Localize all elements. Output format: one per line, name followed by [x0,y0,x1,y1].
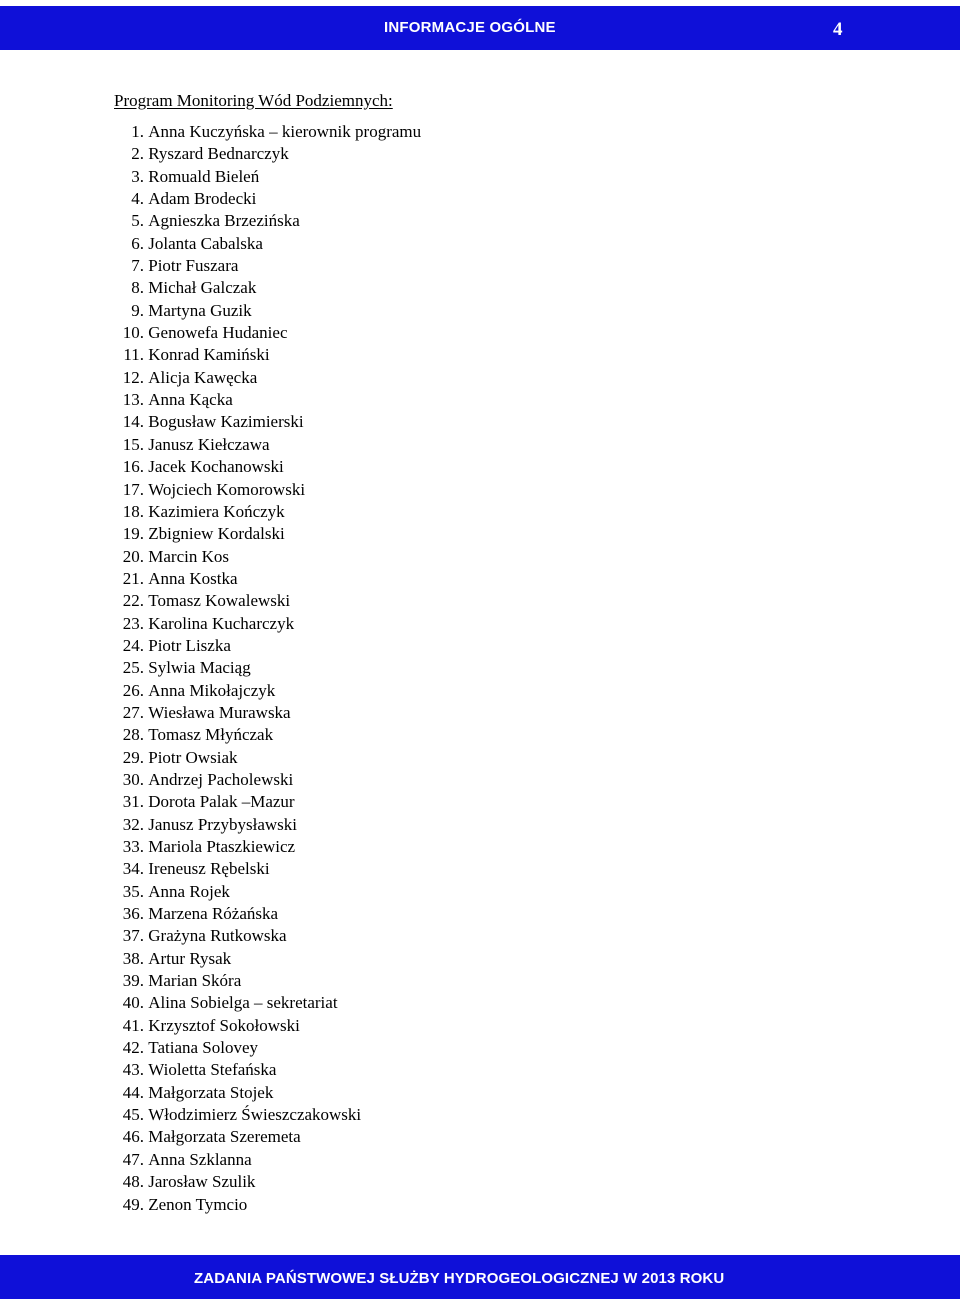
list-item-name: Jarosław Szulik [148,1172,256,1192]
list-item-name: Genowefa Hudaniec [148,323,288,343]
list-item-name: Alicja Kawęcka [148,367,258,387]
list-item-name: Wioletta Stefańska [148,1060,277,1080]
list-item-number: 16. [122,457,144,477]
list-item [114,188,874,210]
list-item-number: 1. [131,122,144,141]
header-title: INFORMACJE OGÓLNE [384,19,556,36]
list-item-name: Piotr Fuszara [148,256,239,276]
list-item-name: Anna Mikołajczyk [148,680,276,700]
list-item [114,166,874,188]
list-item-name: Anna Rojek [148,881,230,901]
list-item-number: 31. [122,792,144,812]
list-item-name: Anna Kuczyńska – kierownik programu [148,122,422,141]
list-item-name: Ryszard Bednarczyk [148,144,289,164]
list-item-number: 40. [122,993,144,1013]
list-item-name: Konrad Kamiński [148,345,270,365]
list-item-number: 12. [122,367,144,387]
list-item [114,411,874,433]
list-item-name: Krzysztof Sokołowski [148,1015,300,1035]
list-item-name: Anna Kostka [148,568,238,588]
list-item-number: 37. [122,926,144,946]
list-item [114,277,874,299]
list-item-name: Janusz Kiełczawa [148,434,270,454]
list-item-number: 28. [122,725,144,745]
list-item-number: 42. [122,1038,144,1058]
list-item-name: Piotr Liszka [148,635,231,655]
list-item-name: Bogusław Kazimierski [148,412,304,432]
list-item [114,747,874,769]
list-item [114,948,874,970]
list-item-number: 2. [131,144,144,164]
list-item-number: 18. [122,501,144,521]
list-item-number: 29. [122,747,144,767]
list-item-name: Tomasz Młyńczak [148,725,274,745]
list-item-name: Tomasz Kowalewski [148,591,291,611]
list-item-number: 6. [131,233,144,253]
list-item-name: Zbigniew Kordalski [148,524,285,544]
list-item [114,389,874,411]
list-item [114,925,874,947]
list-item [114,1194,874,1216]
list-item [114,546,874,568]
list-item-name: Agnieszka Brzezińska [148,211,300,231]
list-item-name: Tatiana Solovey [148,1038,259,1058]
list-item-number: 34. [122,859,144,879]
list-item [114,479,874,501]
list-item-name: Anna Szklanna [148,1149,252,1169]
list-item-number: 13. [122,390,144,410]
list-item [114,635,874,657]
list-item-number: 33. [122,837,144,856]
list-item [114,992,874,1014]
list-item-name: Małgorzata Szeremeta [148,1127,301,1147]
list-item [114,434,874,456]
list-item [114,1171,874,1193]
list-item [114,1149,874,1171]
list-item-number: 38. [122,948,144,968]
list-item-number: 17. [122,479,144,499]
list-item [114,1015,874,1037]
list-item-name: Michał Galczak [148,278,257,298]
list-item [114,769,874,791]
header-bar [0,6,960,50]
list-item-name: Mariola Ptaszkiewicz [148,837,296,856]
list-item [114,523,874,545]
list-item-name: Marcin Kos [148,546,229,566]
list-item-number: 5. [131,211,144,231]
list-item-name: Karolina Kucharczyk [148,613,295,633]
list-item [114,210,874,232]
list-item-name: Martyna Guzik [148,300,252,320]
list-item [114,858,874,880]
list-item [114,143,874,165]
list-item-name: Adam Brodecki [148,189,257,209]
list-item-name: Piotr Owsiak [148,747,238,767]
list-item-number: 48. [122,1172,144,1192]
list-item-number: 22. [122,591,144,611]
list-item-number: 27. [122,702,144,722]
list-item [114,791,874,813]
list-item-number: 30. [122,769,144,789]
list-item-name: Ireneusz Rębelski [148,859,270,879]
list-item [114,613,874,635]
list-item-number: 11. [123,345,144,365]
list-item-name: Dorota Palak –Mazur [148,792,295,812]
page-number: 4 [833,19,843,40]
list-item-name: Janusz Przybysławski [148,814,297,834]
list-item-number: 10. [122,323,144,343]
page-content [114,90,874,1216]
list-item [114,903,874,925]
list-item [114,367,874,389]
list-item-number: 43. [122,1060,144,1080]
list-item-number: 23. [122,613,144,633]
list-item [114,233,874,255]
list-item [114,1104,874,1126]
list-item-name: Małgorzata Stojek [148,1082,274,1102]
list-item [114,814,874,836]
list-item-number: 15. [122,434,144,454]
list-item-number: 36. [122,904,144,924]
list-item [114,724,874,746]
list-item-name: Zenon Tymcio [148,1194,248,1214]
list-item [114,300,874,322]
list-item [114,568,874,590]
list-item-number: 8. [131,278,144,298]
list-item-number: 24. [122,635,144,655]
list-item-name: Jacek Kochanowski [148,457,284,477]
list-item-number: 19. [122,524,144,544]
list-item-name: Sylwia Maciąg [148,658,251,678]
list-item-name: Marzena Różańska [148,904,279,924]
list-item [114,1037,874,1059]
list-item [114,1126,874,1148]
list-item [114,322,874,344]
list-item-name: Kazimiera Kończyk [148,501,285,521]
list-item [114,680,874,702]
list-item [114,657,874,679]
list-item-name: Anna Kącka [148,390,233,410]
list-item-number: 9. [131,300,144,320]
list-item [114,702,874,724]
list-item-number: 41. [122,1015,144,1035]
list-item [114,881,874,903]
list-item-number: 46. [122,1127,144,1147]
list-item [114,970,874,992]
list-item-number: 3. [131,166,144,186]
list-item [114,121,874,143]
list-item [114,836,874,858]
list-item-name: Wiesława Murawska [148,702,291,722]
list-item-number: 20. [122,546,144,566]
list-item-name: Włodzimierz Świeszczakowski [148,1105,362,1125]
list-item [114,1059,874,1081]
footer-bar [0,1255,960,1299]
list-item-name: Alina Sobielga – sekretariat [148,993,338,1013]
list-item-number: 7. [131,256,144,276]
list-item [114,501,874,523]
list-item [114,590,874,612]
list-item-number: 4. [131,189,144,209]
list-item-number: 26. [122,680,144,700]
list-item-number: 32. [122,814,144,834]
list-item [114,456,874,478]
list-item-number: 35. [122,881,144,901]
list-item [114,344,874,366]
list-item-number: 44. [122,1082,144,1102]
list-item-name: Grażyna Rutkowska [148,926,287,946]
list-item-number: 45. [122,1105,144,1125]
list-item [114,255,874,277]
list-item [114,1082,874,1104]
list-item-name: Jolanta Cabalska [148,233,263,253]
list-item-number: 21. [122,568,144,588]
list-item-number: 49. [122,1194,144,1214]
list-item-number: 39. [122,971,144,991]
list-item-number: 14. [122,412,144,432]
list-item-number: 25. [122,658,144,678]
footer-title: ZADANIA PAŃSTWOWEJ SŁUŻBY HYDROGEOLOGICZNEJ W 2013 ROKU [194,1270,725,1287]
list-item-name: Artur Rysak [148,948,232,968]
list-item-name: Marian Skóra [148,971,242,991]
list-item-name: Andrzej Pacholewski [148,769,294,789]
list-item-name: Wojciech Komorowski [148,479,306,499]
section-heading: Program Monitoring Wód Podziemnych: [114,91,393,110]
list-item-name: Romuald Bieleń [148,166,260,186]
member-list [114,121,874,1216]
list-item-number: 47. [122,1149,144,1169]
